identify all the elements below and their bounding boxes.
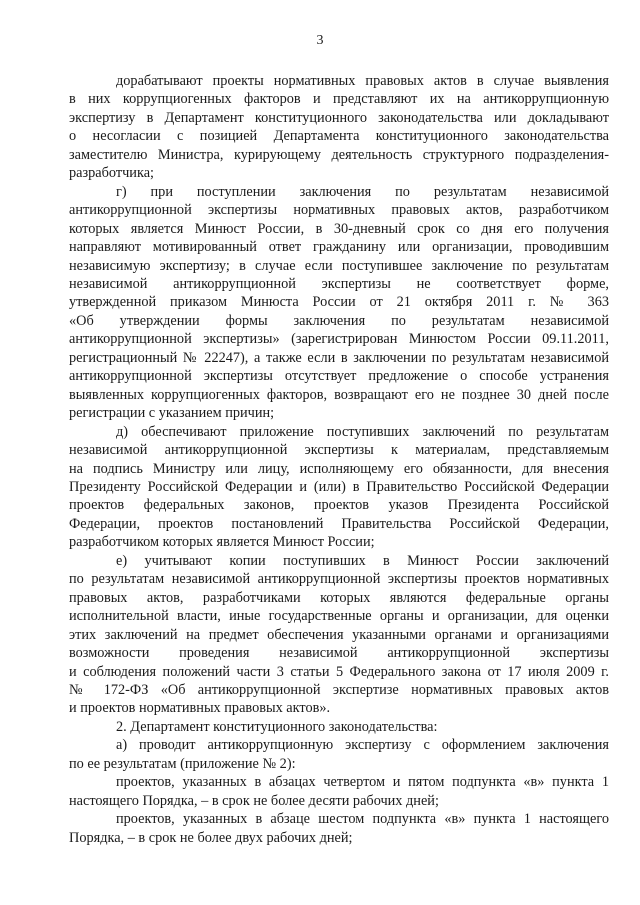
text-line: которых является Минюст России, в 30-дневный срок со дня его получения (69, 220, 609, 237)
paragraph (69, 552, 609, 718)
text-line: и проектов нормативных правовых актов». (69, 700, 331, 717)
text-line: Порядка, – в срок не более двух рабочих дней; (69, 829, 353, 846)
text-line: настоящего Порядка, – в срок не более десяти рабочих дней; (69, 792, 439, 809)
paragraph (69, 183, 609, 423)
text-line: выявленных коррупциогенных факторов, возвращают его не позднее 30 дней после (69, 386, 609, 403)
paragraph (69, 718, 609, 736)
text-line: на подпись Министру или лицу, исполняющему его обязанности, для внесения (69, 460, 609, 477)
text-line: этих заключений на предмет обеспечения указанными органами и организациями (69, 626, 609, 643)
text-line: е) учитывают копии поступивших в Минюст России заключений (116, 552, 609, 569)
text-line: антикоррупционной экспертизы» (зарегистрирован Минюстом России 09.11.2011, (69, 331, 609, 348)
text-line: исполнительной власти, иные государственные органы и организации, для оценки (69, 608, 609, 625)
text-line: г) при поступлении заключения по результатам независимой (116, 183, 609, 200)
text-line: в них коррупциогенных факторов и представляют их на антикоррупционную (69, 91, 609, 108)
text-line: разработчиком которых является Минюст России; (69, 534, 375, 551)
text-line: регистрации с указанием причин; (69, 405, 275, 422)
text-line: № 172-ФЗ «Об антикоррупционной экспертизе нормативных правовых актов (69, 681, 609, 698)
text-line: возможности проведения независимой антикоррупционной экспертизы (69, 645, 609, 662)
text-line: экспертизу в Департамент конституционного законодательства или докладывают (69, 109, 609, 126)
text-line: независимой антикоррупционной экспертизы не соответствует форме, (69, 275, 609, 292)
text-line: о несогласии с позицией Департамента конституционного законодательства (69, 128, 609, 145)
text-line: по результатам независимой антикоррупционной экспертизы проектов нормативных (69, 571, 609, 588)
text-line: направляют мотивированный ответ гражданину или организации, проводившим (69, 239, 609, 256)
paragraph (69, 72, 609, 183)
text-line: и соблюдения положений части 3 статьи 5 Федерального закона от 17 июля 2009 г. (69, 663, 609, 680)
text-line: антикоррупционной экспертизы отсутствует предложение о способе устранения (69, 368, 609, 385)
text-line: проектов федеральных законов, проектов указов Президента Российской (69, 497, 609, 514)
text-line: дорабатывают проекты нормативных правовых актов в случае выявления (116, 73, 609, 89)
text-line: независимую экспертизу; в случае если поступившее заключение по результатам (69, 257, 609, 274)
text-line: «Об утверждении формы заключения по результатам независимой (69, 312, 609, 329)
paragraph (69, 773, 609, 810)
text-line: проектов, указанных в абзацах четвертом и пятом подпункта «в» пункта 1 (116, 774, 609, 791)
text-line: д) обеспечивают приложение поступивших заключений по результатам (116, 423, 609, 440)
text-line: проектов, указанных в абзаце шестом подпункта «в» пункта 1 настоящего (116, 811, 609, 828)
paragraph (69, 423, 609, 552)
text-line: разработчика; (69, 165, 155, 182)
text-line: а) проводит антикоррупционную экспертизу с оформлением заключения (116, 737, 609, 754)
text-line: заместителю Министра, курирующему деятельность структурного подразделения- (69, 146, 609, 163)
text-line: регистрационный № 22247), а также если в заключении по результатам независимой (69, 349, 609, 366)
document-body (69, 72, 609, 847)
text-line: правовых актов, разработчиками которых являются федеральные органы (69, 589, 609, 606)
paragraph (69, 810, 609, 847)
text-line: утвержденной приказом Минюста России от 21 октября 2011 г. № 363 (69, 294, 609, 311)
text-line: по ее результатам (приложение № 2): (69, 755, 296, 772)
paragraph (69, 736, 609, 773)
text-line: 2. Департамент конституционного законодательства: (116, 718, 438, 735)
text-line: Президенту Российской Федерации и (или) в Правительство Российской Федерации (69, 478, 609, 495)
text-line: независимой антикоррупционной экспертизы к материалам, представляемым (69, 442, 609, 459)
text-line: антикоррупционной экспертизы нормативных правовых актов, разработчиком (69, 202, 609, 219)
page-number: 3 (316, 33, 324, 48)
text-line: Федерации, проектов постановлений Правительства Российской Федерации, (69, 515, 609, 532)
